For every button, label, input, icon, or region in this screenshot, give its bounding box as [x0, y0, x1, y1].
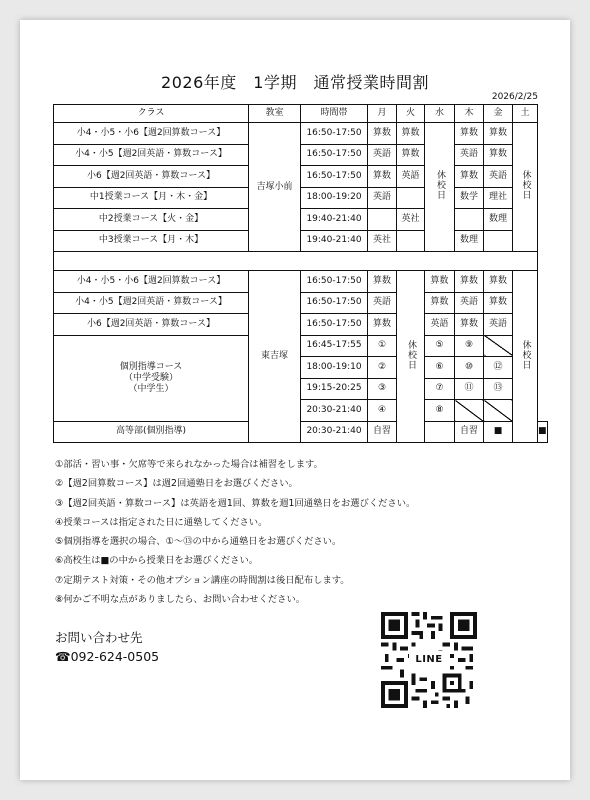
- mon-cell: 英語: [368, 292, 397, 314]
- wed-closed: [425, 123, 455, 252]
- thu-cell: 算数: [455, 123, 484, 145]
- closed-label: 休校日: [435, 170, 445, 200]
- table-row: [54, 421, 548, 443]
- mon-cell: ③: [368, 378, 397, 400]
- tue-cell: 英社: [397, 209, 425, 231]
- thu-cell: 英語: [455, 144, 484, 166]
- mon-cell: 算数: [368, 123, 397, 145]
- note-item: ④授業コースは指定された日に通塾してください。: [55, 516, 268, 528]
- thu-cell-unavailable: [455, 400, 484, 422]
- table-row: [54, 271, 548, 293]
- class-name: 中2授業コース【火・金】: [54, 209, 249, 231]
- note-item: ⑤個別指導を選択の場合、①〜⑬の中から通塾日をお選びください。: [55, 536, 342, 548]
- time-slot: 19:40-21:40: [301, 230, 368, 252]
- room-name: 東吉塚: [249, 271, 301, 443]
- kobetsu-sub2: （中学生）: [128, 383, 174, 394]
- class-name: 小4・小5【週2回英語・算数コース】: [54, 144, 249, 166]
- tue-cell: [397, 187, 425, 209]
- contact-phone: ☎092-624-0505: [55, 649, 160, 664]
- table-row: [54, 123, 548, 145]
- time-slot: 16:50-17:50: [301, 144, 368, 166]
- mon-cell: 算数: [368, 166, 397, 188]
- thu-cell: ⑨: [455, 335, 484, 357]
- table-row: [54, 187, 548, 209]
- thu-cell: 算数: [455, 271, 484, 293]
- table-row: [54, 314, 548, 336]
- tue-cell: 算数: [397, 144, 425, 166]
- mon-cell: 算数: [368, 314, 397, 336]
- class-name: 小4・小5・小6【週2回算数コース】: [54, 271, 249, 293]
- time-slot: 19:40-21:40: [301, 209, 368, 231]
- table-row: [54, 144, 548, 166]
- thu-cell: [455, 209, 484, 231]
- table-row: [54, 230, 548, 252]
- sat-closed: [513, 123, 538, 252]
- fri-cell: ⑫: [484, 357, 513, 379]
- wed-cell: 英語: [425, 314, 455, 336]
- wed-cell: ⑥: [425, 357, 455, 379]
- header-sat: 土: [513, 105, 538, 123]
- class-name: 小4・小5【週2回英語・算数コース】: [54, 292, 249, 314]
- thu-cell: 数理: [455, 230, 484, 252]
- header-room: 教室: [249, 105, 301, 123]
- page-title: 2026年度 1学期 通常授業時間割: [161, 73, 429, 92]
- header-mon: 月: [368, 105, 397, 123]
- room-name: 吉塚小前: [249, 123, 301, 252]
- time-slot: 20:30-21:40: [301, 421, 368, 443]
- header-thu: 木: [455, 105, 484, 123]
- time-slot: 16:50-17:50: [301, 314, 368, 336]
- notes-list: [55, 455, 415, 609]
- wed-cell: 自習: [455, 421, 484, 443]
- time-slot: 16:45-17:55: [301, 335, 368, 357]
- section-spacer: [54, 252, 548, 271]
- header-class: クラス: [54, 105, 249, 123]
- table-row: [54, 335, 548, 357]
- wed-cell: ⑤: [425, 335, 455, 357]
- note-item: ⑦定期テスト対策・その他オプション講座の時間割は後日配布します。: [55, 574, 350, 586]
- note-item: ③【週2回英語・算数コース】は英語を週1回、算数を週1回通塾日をお選びください。: [55, 497, 416, 509]
- tue-cell: 英語: [397, 166, 425, 188]
- table-row: [54, 209, 548, 231]
- wed-cell: 算数: [425, 271, 455, 293]
- thu-cell: 数学: [455, 187, 484, 209]
- header-fri: 金: [484, 105, 513, 123]
- thu-cell: ■: [484, 421, 513, 443]
- header-time: 時間帯: [301, 105, 368, 123]
- time-slot: 16:50-17:50: [301, 292, 368, 314]
- fri-cell: 英語: [484, 314, 513, 336]
- issue-date: 2026/2/25: [491, 92, 538, 102]
- mon-cell: [368, 209, 397, 231]
- tue-cell: [397, 230, 425, 252]
- time-slot: 18:00-19:10: [301, 357, 368, 379]
- sat-closed: [513, 271, 538, 443]
- time-slot: 16:50-17:50: [301, 123, 368, 145]
- class-name: 小4・小5・小6【週2回算数コース】: [54, 123, 249, 145]
- tue-cell: 算数: [397, 123, 425, 145]
- time-slot: 16:50-17:50: [301, 166, 368, 188]
- header-tue: 火: [397, 105, 425, 123]
- timetable: [53, 104, 548, 443]
- mon-cell: 英語: [368, 187, 397, 209]
- wed-cell: ⑧: [425, 400, 455, 422]
- thu-cell: ⑪: [455, 378, 484, 400]
- time-slot: 16:50-17:50: [301, 271, 368, 293]
- table-row: [54, 166, 548, 188]
- fri-cell: 算数: [484, 123, 513, 145]
- mon-cell: ②: [368, 357, 397, 379]
- line-logo-label: LINE: [409, 651, 449, 668]
- fri-cell: 算数: [484, 144, 513, 166]
- time-slot: 19:15-20:25: [301, 378, 368, 400]
- time-slot: 18:00-19:20: [301, 187, 368, 209]
- mon-cell: ④: [368, 400, 397, 422]
- note-item: ②【週2回算数コース】は週2回通塾日をお選びください。: [55, 478, 298, 490]
- fri-cell-unavailable: [484, 400, 513, 422]
- fri-cell: 数理: [484, 209, 513, 231]
- contact-heading: お問い合わせ先: [55, 630, 143, 645]
- mon-cell: 自習: [368, 421, 397, 443]
- table-row: [54, 292, 548, 314]
- fri-cell: 算数: [484, 271, 513, 293]
- fri-cell: ■: [538, 421, 548, 443]
- tue-closed: [397, 271, 425, 443]
- mon-cell: 英語: [368, 144, 397, 166]
- fri-cell: 算数: [484, 292, 513, 314]
- thu-cell: 算数: [455, 314, 484, 336]
- closed-label: 休校日: [406, 339, 416, 370]
- header-row: [54, 105, 548, 123]
- wed-cell: 算数: [425, 292, 455, 314]
- kobetsu-class: [54, 335, 249, 421]
- note-item: ①部活・習い事・欠席等で来られなかった場合は補習をします。: [55, 459, 323, 470]
- fri-cell: ⑬: [484, 378, 513, 400]
- wed-cell: ⑦: [425, 378, 455, 400]
- note-item: ⑧何かご不明な点がありましたら、お問い合わせください。: [55, 594, 306, 606]
- mon-cell: ①: [368, 335, 397, 357]
- class-name: 中1授業コース【月・木・金】: [54, 187, 249, 209]
- header-wed: 水: [425, 105, 455, 123]
- closed-label: 休校日: [520, 170, 531, 200]
- spacer-cell: [54, 252, 538, 271]
- thu-cell: ⑩: [455, 357, 484, 379]
- fri-cell: [484, 230, 513, 252]
- fri-cell: 英語: [484, 166, 513, 188]
- class-name: 高等部(個別指導): [54, 421, 249, 443]
- mon-cell: 算数: [368, 271, 397, 293]
- class-name: 小6【週2回英語・算数コース】: [54, 314, 249, 336]
- class-name: 小6【週2回英語・算数コース】: [54, 166, 249, 188]
- kobetsu-sub1: （中学受験）: [123, 372, 178, 383]
- note-item: ⑥高校生は■の中から授業日をお選びください。: [55, 555, 259, 567]
- kobetsu-title: 個別指導コース: [119, 361, 183, 372]
- thu-cell: 算数: [455, 166, 484, 188]
- thu-cell: 英語: [455, 292, 484, 314]
- fri-cell-unavailable: [484, 335, 513, 357]
- closed-label: 休校日: [520, 339, 531, 370]
- mon-cell: 英社: [368, 230, 397, 252]
- tue-cell: [425, 421, 455, 443]
- contact-block: [55, 628, 159, 666]
- time-slot: 20:30-21:40: [301, 400, 368, 422]
- class-name: 中3授業コース【月・木】: [54, 230, 249, 252]
- fri-cell: 理社: [484, 187, 513, 209]
